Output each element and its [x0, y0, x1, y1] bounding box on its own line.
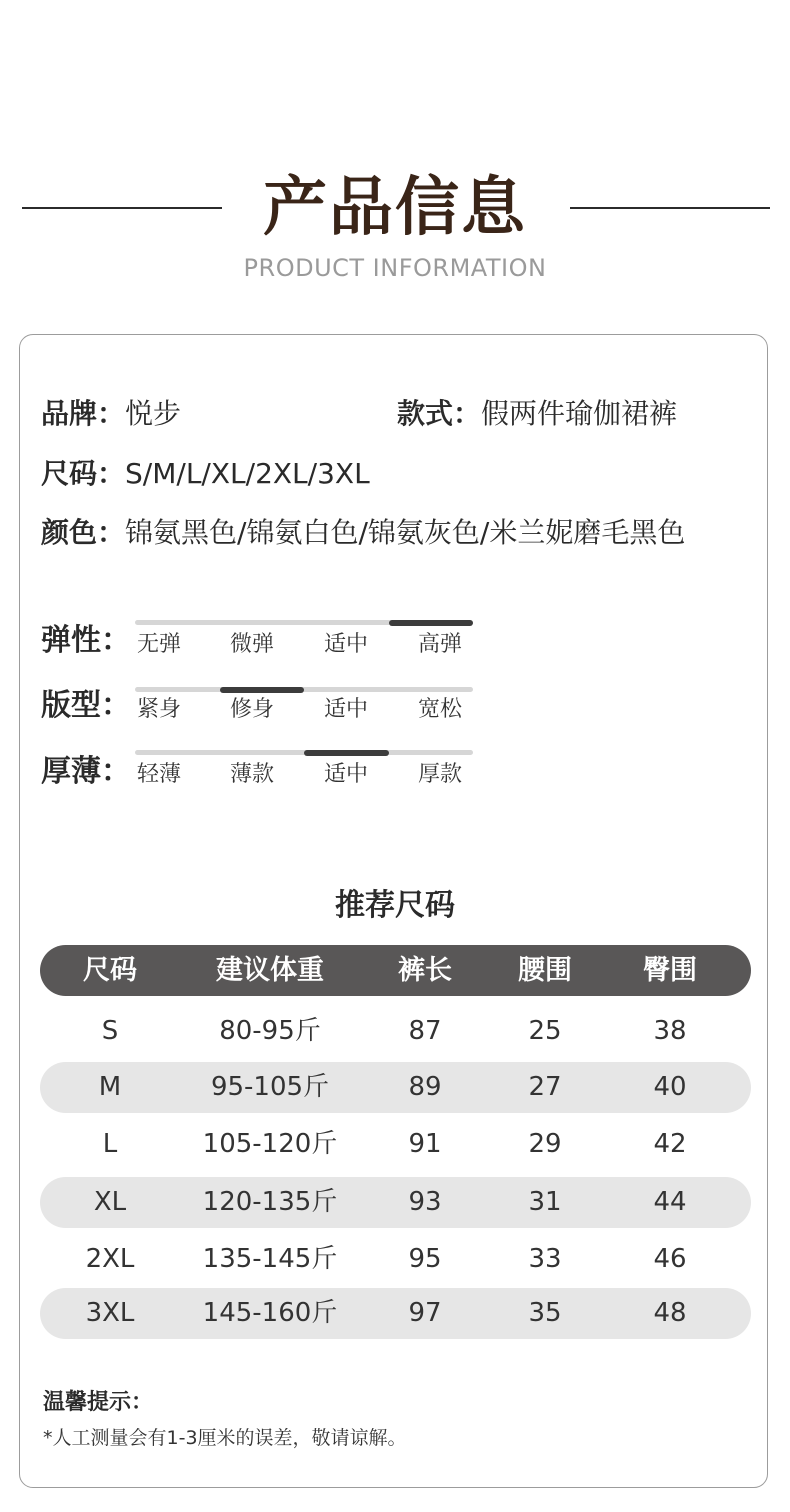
- table-cell: XL: [93, 1187, 127, 1217]
- table-row: [40, 1288, 751, 1339]
- table-cell: 40: [653, 1072, 687, 1102]
- table-cell: S: [101, 1016, 119, 1046]
- size-row: [41, 456, 370, 492]
- thickness-option: 薄款: [229, 762, 274, 787]
- table-cell: 93: [408, 1187, 442, 1217]
- brand-row: [41, 396, 181, 432]
- table-header-cell: 建议体重: [216, 955, 324, 986]
- table-cell: 91: [408, 1129, 442, 1159]
- table-cell: 35: [528, 1298, 562, 1328]
- table-cell: 97: [408, 1298, 442, 1328]
- table-header-cell: 尺码: [83, 955, 137, 986]
- thickness-track: [135, 750, 473, 755]
- color-row: [41, 515, 685, 551]
- thickness-label: 厚薄：: [41, 754, 131, 789]
- table-cell: L: [102, 1129, 118, 1159]
- table-cell: 27: [528, 1072, 562, 1102]
- thickness-option: 适中: [323, 762, 368, 787]
- fit-option: 宽松: [417, 697, 462, 722]
- elasticity-option: 无弹: [136, 632, 181, 657]
- size-table-header: [40, 945, 751, 996]
- tips-title: 温馨提示：: [43, 1390, 154, 1415]
- table-header-cell: 腰围: [518, 955, 572, 986]
- table-cell: 29: [528, 1129, 562, 1159]
- table-cell: 25: [528, 1016, 562, 1046]
- table-cell: 145-160斤: [202, 1298, 338, 1328]
- color-label: 颜色：: [41, 516, 126, 549]
- brand-value: 悦步: [125, 397, 182, 430]
- elasticity-option: 微弹: [229, 632, 274, 657]
- table-row: [40, 1234, 751, 1285]
- style-label: 款式：: [397, 397, 482, 430]
- fit-option: 适中: [323, 697, 368, 722]
- table-cell: 89: [408, 1072, 442, 1102]
- table-row: [40, 1177, 751, 1228]
- table-cell: 80-95斤: [219, 1016, 321, 1046]
- size-label: 尺码：: [41, 457, 126, 490]
- style-row: [397, 396, 677, 432]
- thickness-option: 厚款: [417, 762, 462, 787]
- fit-label: 版型：: [41, 688, 131, 723]
- table-cell: 120-135斤: [202, 1187, 338, 1217]
- elasticity-indicator: [389, 620, 474, 626]
- table-row: [40, 1006, 751, 1057]
- table-row: [40, 1062, 751, 1113]
- tips-text: *人工测量会有1-3厘米的误差，敬请谅解。: [43, 1427, 407, 1449]
- table-cell: M: [98, 1072, 122, 1102]
- table-cell: 95-105斤: [210, 1072, 330, 1102]
- brand-label: 品牌：: [41, 397, 126, 430]
- table-cell: 3XL: [85, 1298, 135, 1328]
- fit-option: 修身: [229, 697, 274, 722]
- table-cell: 46: [653, 1244, 687, 1274]
- table-header-cell: 臀围: [643, 955, 697, 986]
- page-title: 产品信息: [263, 171, 527, 245]
- table-cell: 31: [528, 1187, 562, 1217]
- elasticity-option: 适中: [323, 632, 368, 657]
- table-cell: 38: [653, 1016, 687, 1046]
- table-cell: 105-120斤: [202, 1129, 338, 1159]
- table-cell: 135-145斤: [202, 1244, 338, 1274]
- size-value: S/M/L/XL/2XL/3XL: [125, 457, 370, 490]
- elasticity-option: 高弹: [417, 632, 462, 657]
- table-cell: 87: [408, 1016, 442, 1046]
- fit-track: [135, 687, 473, 692]
- table-cell: 42: [653, 1129, 687, 1159]
- fit-option: 紧身: [136, 697, 181, 722]
- size-table-title: 推荐尺码: [335, 888, 455, 923]
- style-value: 假两件瑜伽裙裤: [481, 397, 678, 430]
- table-cell: 33: [528, 1244, 562, 1274]
- table-cell: 95: [408, 1244, 442, 1274]
- table-cell: 48: [653, 1298, 687, 1328]
- table-cell: 2XL: [85, 1244, 135, 1274]
- elasticity-label: 弹性：: [41, 623, 131, 658]
- table-cell: 44: [653, 1187, 687, 1217]
- table-header-cell: 裤长: [398, 955, 452, 986]
- table-row: [40, 1119, 751, 1170]
- color-value: 锦氨黑色/锦氨白色/锦氨灰色/米兰妮磨毛黑色: [125, 516, 686, 549]
- elasticity-track: [135, 620, 473, 625]
- fit-indicator: [220, 687, 305, 693]
- thickness-option: 轻薄: [136, 762, 181, 787]
- thickness-indicator: [304, 750, 389, 756]
- page-subtitle: PRODUCT INFORMATION: [243, 254, 547, 282]
